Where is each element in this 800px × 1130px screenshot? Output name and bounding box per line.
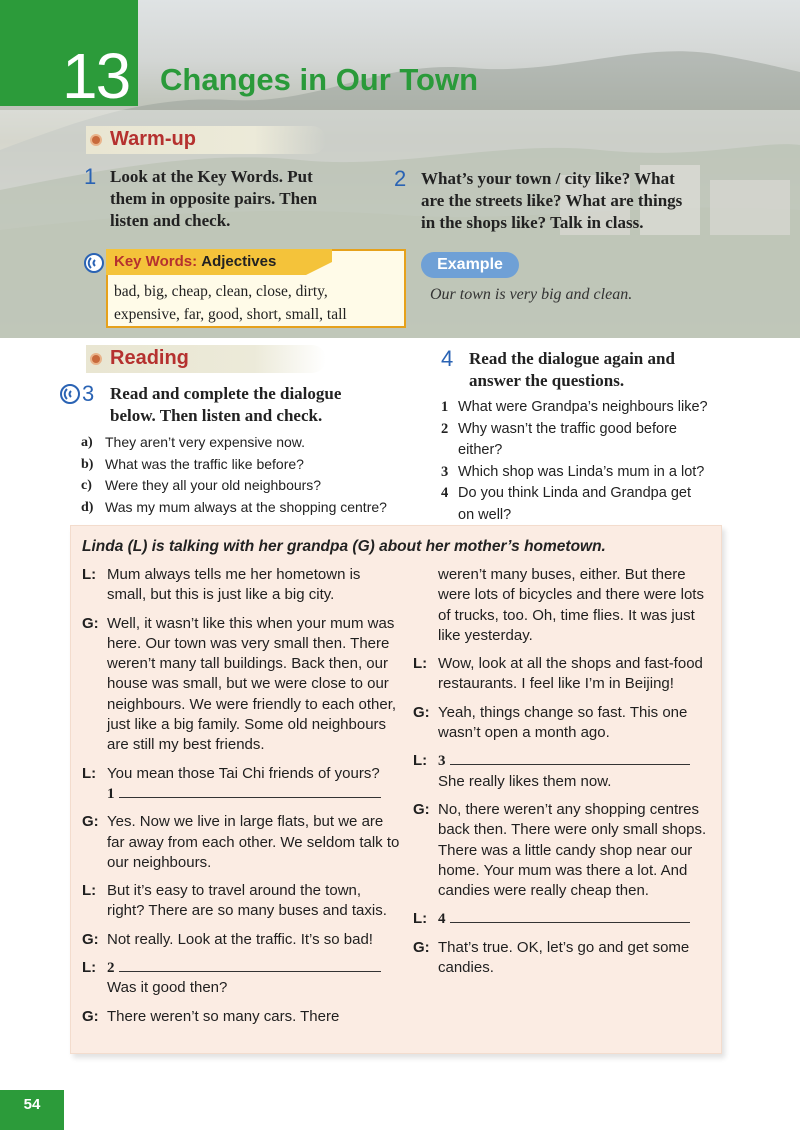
answer-blank-2[interactable]: 2 [107,958,400,978]
dialogue-turn: L: 2 Was it good then? [82,958,400,999]
option-b: b) What was the traffic like before? [81,455,304,472]
dialogue-title: Linda (L) is talking with her grandpa (G) about her mother’s hometown. [82,538,606,555]
exercise-1-number: 1 [84,164,97,189]
dialogue-turn: G: That’s true. OK, let’s go and get some candies. [413,938,690,977]
answer-blank-4[interactable]: 4 [438,909,713,929]
dialogue-turn: weren’t many buses, either. But there were lots of bicycles and there were lots of trucks, too. Oh, time flies. It was just like yesterday. [438,566,704,644]
question-4: 4 Do you think Linda and Grandpa get on well? [441,485,691,523]
dialogue-left-column [82,565,400,1035]
dialogue-turn: L: 3 She really likes them now. [413,751,713,792]
dialogue-turn: G: Well, it wasn’t like this when your mum was here. Our town was very small then. There weren’t many tall buildings. Back then, our house was small, but we were close to our neighbours. We were friendly to each other, just like a big family. Some old neighbours are still my best friends. [82,614,397,754]
question-3: 3 Which shop was Linda’s mum in a lot? [441,463,705,480]
question-2: 2 Why wasn’t the traffic good before either? [441,420,677,458]
question-1: 1 What were Grandpa’s neighbours like? [441,399,708,415]
dialogue-turn: L: Mum always tells me her hometown is small, but this is just like a big city. [82,566,361,604]
page-number: 54 [0,1090,64,1130]
reading-heading: Reading [86,345,326,373]
exercise-1-instruction: Look at the Key Words. Put them in opposite pairs. Then listen and check. [110,167,318,230]
dialogue-right-column [413,565,713,986]
exercise-4-instruction: Read the dialogue again and answer the questions. [469,349,675,390]
dialogue-turn: L: Wow, look at all the shops and fast-food restaurants. I feel like I’m in Beijing! [413,655,703,693]
option-c: c) Were they all your old neighbours? [81,477,322,494]
key-words-label: Key Words: Adjectives [114,253,277,270]
listen-audio-icon[interactable] [60,383,80,405]
answer-blank-1[interactable]: 1 [107,784,400,804]
key-words-list: bad, big, cheap, clean, close, dirty, expensive, far, good, short, small, tall [114,283,347,323]
dialogue-turn: L: You mean those Tai Chi friends of yours? 1 [82,764,400,805]
bullet-icon [90,134,102,146]
exercise-4-number: 4 [441,346,454,371]
dialogue-turn: G: No, there weren’t any shopping centres back then. There were only small shops. There was a little candy shop near our home. Your mum was there a lot. And candies were really cheap then. [413,800,707,900]
warmup-heading: Warm-up [86,126,326,154]
unit-title: Changes in Our Town [160,62,479,97]
dialogue-turn: L: But it’s easy to travel around the town, right? There are so many buses and taxis. [82,882,387,920]
option-a: a) They aren’t very expensive now. [81,434,305,450]
option-d: d) Was my mum always at the shopping centre? [81,499,387,516]
dialogue-turn: G: There weren’t so many cars. There [82,1007,340,1025]
bullet-icon [90,353,102,365]
answer-blank-3[interactable]: 3 [438,751,713,771]
exercise-3-instruction: Read and complete the dialogue below. Then listen and check. [110,384,342,425]
dialogue-turn: G: Yeah, things change so fast. This one wasn’t open a month ago. [413,703,688,742]
example-badge: Example [421,252,519,278]
exercise-2-instruction: What’s your town / city like? What are the streets like? What are things in the shops like? Talk in class. [421,169,683,232]
dialogue-turn: L: 4 [413,909,713,929]
dialogue-turn: G: Yes. Now we live in large flats, but we are far away from each other. We seldom talk to our neighbours. [82,813,400,871]
answer-options [81,432,421,519]
dialogue-turn: G: Not really. Look at the traffic. It’s so bad! [82,930,373,948]
listen-audio-icon[interactable] [84,252,104,274]
example-sentence: Our town is very big and clean. [430,286,633,303]
exercise-2-number: 2 [394,166,407,191]
exercise-3-number: 3 [82,381,95,406]
question-list [441,397,741,526]
unit-number: 13 [62,40,130,112]
